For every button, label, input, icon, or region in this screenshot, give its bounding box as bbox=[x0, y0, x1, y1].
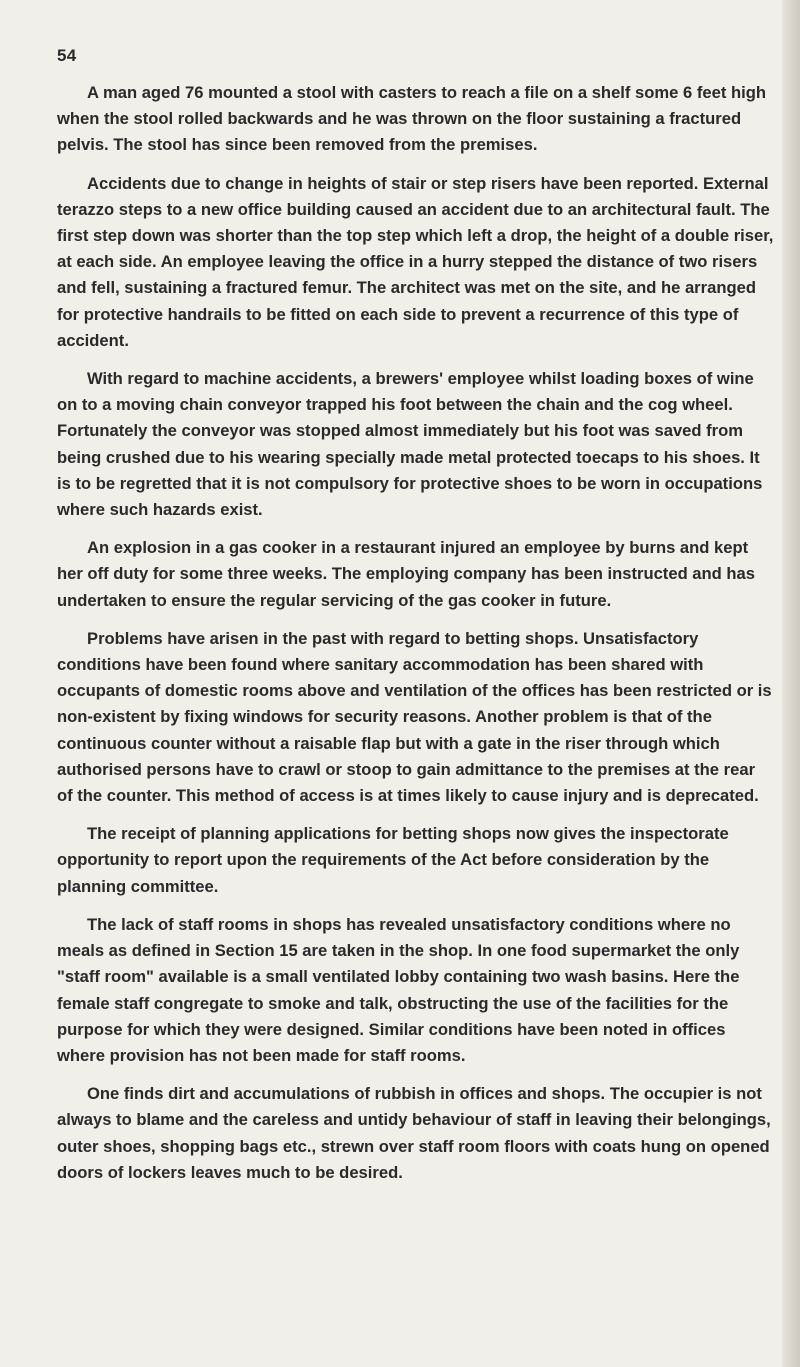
paragraph-betting-shops: Problems have arisen in the past with regard to betting shops. Unsatisfactory conditions have been found where sanitary accommodation has been shared with occupants of domestic rooms above and ventilation of the offices has been restricted or is non-existent by fixing windows for security reasons. Another problem is that of the continuous counter without a raisable flap but with a gate in the riser through which authorised persons have to crawl or stoop to gain admittance to the premises at the rear of the counter. This method of access is at times likely to cause injury and is deprecated. bbox=[57, 628, 772, 806]
page-edge-shadow bbox=[782, 0, 800, 1367]
paragraph-stool-accident: A man aged 76 mounted a stool with casters to reach a file on a shelf some 6 feet high when the stool rolled backwards and he was thrown on the floor sustaining a fractured pelvis. The stool has since been removed from the premises. bbox=[57, 83, 766, 155]
paragraph-step-risers: Accidents due to change in heights of stair or step risers have been reported. External terazzo steps to a new office building caused an accident due to an architectural fault. The first step down was shorter than the top step which left a drop, the height of a double riser, at each side. An employee leaving the office in a hurry stepped the distance of two risers and fell, sustaining a fractured femur. The architect was met on the site, and he arranged for protective handrails to be fitted on each side to prevent a recurrence of this type of accident. bbox=[57, 173, 774, 350]
paragraph-dirt-rubbish: One finds dirt and accumulations of rubbish in offices and shops. The occupier is not always to blame and the careless and untidy behaviour of staff in leaving their belongings, outer shoes, shopping bags etc., strewn over staff room floors with coats hung on opened doors of lockers leaves much to be desired. bbox=[57, 1084, 771, 1182]
paragraph-planning-applications: The receipt of planning applications for betting shops now gives the inspectorate opportunity to report upon the requirements of the Act before consideration by the planning committee. bbox=[57, 824, 729, 896]
paragraph-staff-rooms: The lack of staff rooms in shops has revealed unsatisfactory conditions where no meals as defined in Section 15 are taken in the shop. In one food supermarket the only "staff room" available is a small ventilated lobby containing two wash basins. Here the female staff congregate to smoke and talk, obstructing the use of the facilities for the purpose for which they were designed. Similar conditions have been noted in offices where provision has not been made for staff rooms. bbox=[57, 914, 740, 1065]
paragraph-gas-explosion: An explosion in a gas cooker in a restaurant injured an employee by burns and kept her off duty for some three weeks. The employing company has been instructed and has undertaken to ensure the regular servicing of the gas cooker in future. bbox=[57, 538, 756, 610]
body-text bbox=[57, 80, 775, 1198]
paragraph-machine-accidents: With regard to machine accidents, a brewers' employee whilst loading boxes of wine on to a moving chain conveyor trapped his foot between the chain and the cog wheel. Fortunately the conveyor was stopped almost immediately but his foot was saved from being crushed due to his wearing specially made metal protected toecaps to his shoes. It is to be regretted that it is not compulsory for protective shoes to be worn in occupations where such hazards exist. bbox=[57, 369, 763, 520]
page-number: 54 bbox=[57, 46, 77, 65]
